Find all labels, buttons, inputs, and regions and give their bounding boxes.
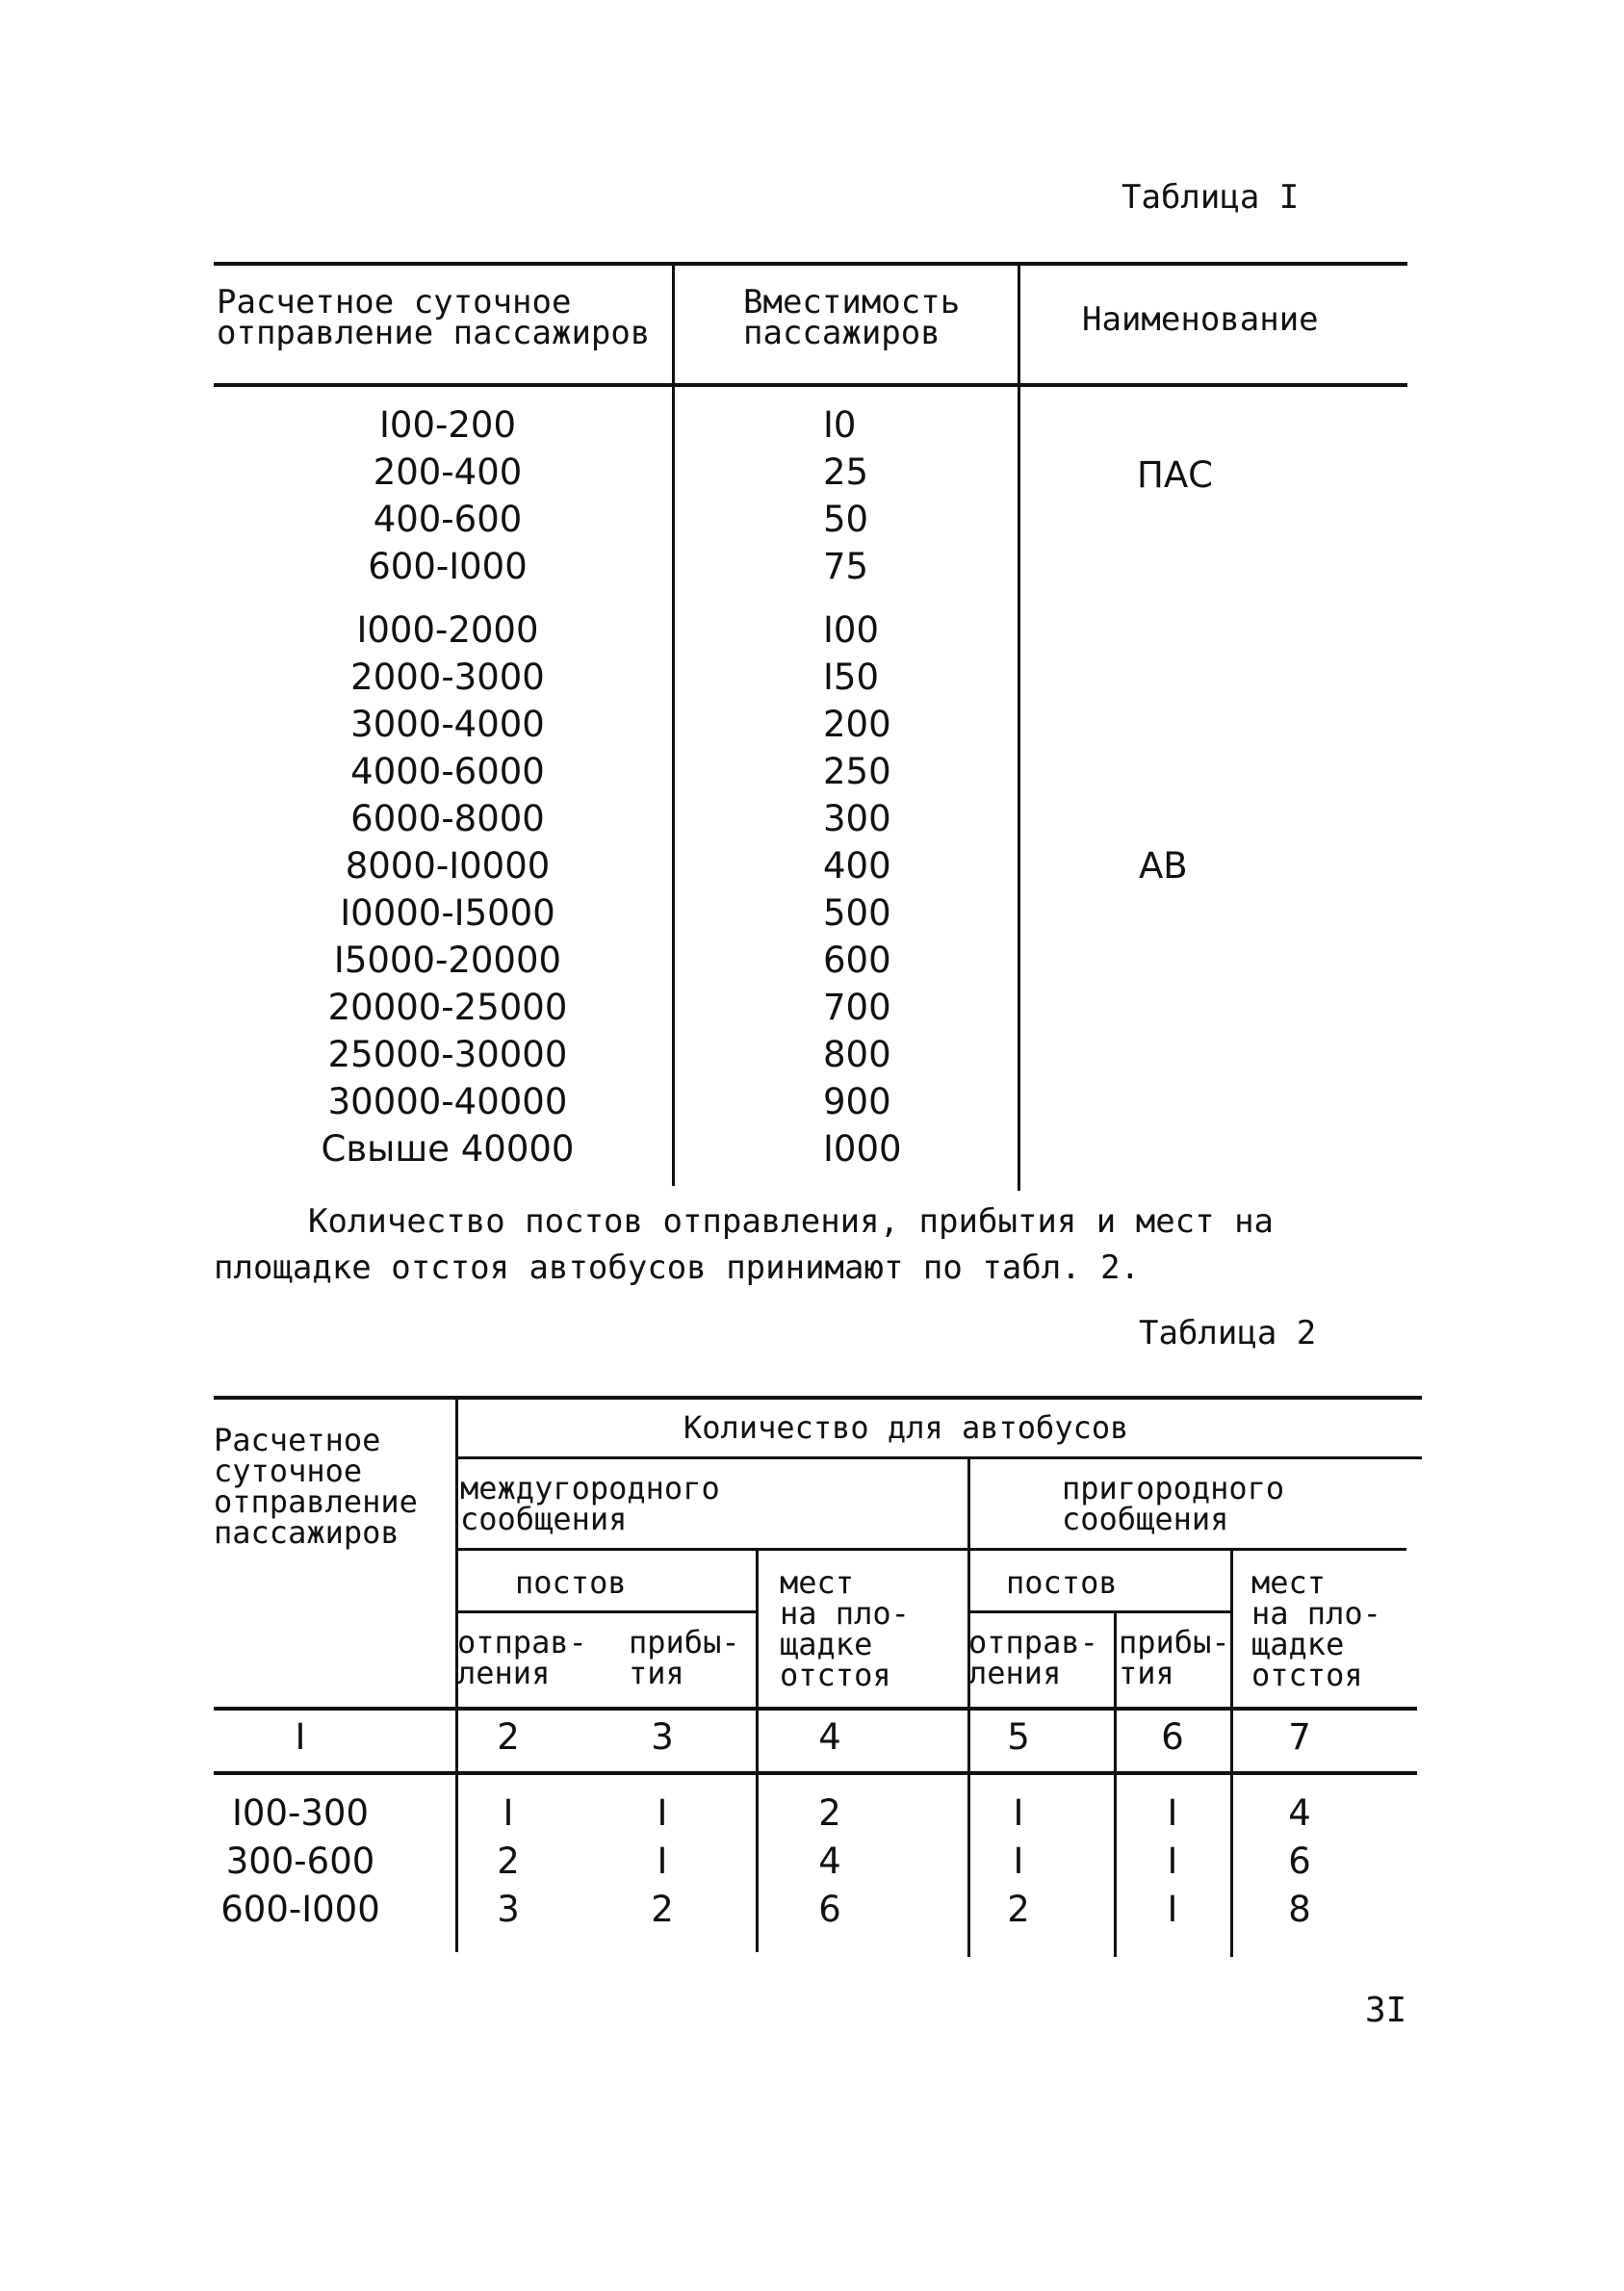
table2-cell-value: I (1167, 1792, 1178, 1834)
table1-cell-capacity: 900 (823, 1081, 891, 1122)
table2-cell-value: 2 (651, 1889, 674, 1930)
table2-column-number: 5 (1007, 1716, 1030, 1758)
table2-header-suburban: пригородного сообщения (1062, 1470, 1285, 1537)
table1-header-daily-departure: Расчетное суточное отправление пассажиров (217, 283, 651, 352)
table1-cell-departure: 400-600 (373, 499, 523, 540)
table1-cell-departure: 30000-40000 (327, 1081, 568, 1122)
table2-cell-value: 4 (1288, 1792, 1311, 1834)
table2-header-departure-suburban: отправ- ления (968, 1624, 1098, 1691)
table2-header-places-intercity: мест на пло- щадке отстоя (780, 1564, 910, 1693)
table2-column-number: 3 (651, 1716, 674, 1758)
table2-top-rule (214, 1396, 1422, 1400)
table1-group-av: АВ (1139, 845, 1188, 887)
table2-rule-top-group (455, 1456, 1422, 1459)
table2-cell-value: 2 (497, 1841, 520, 1882)
table1-cell-departure: 600-I000 (368, 546, 528, 587)
table2-header-daily-departure: Расчетное суточное отправление пассажиров (214, 1422, 418, 1551)
table2-header-arrival-suburban: прибы- тия (1119, 1624, 1230, 1691)
table1-cell-capacity: I00 (823, 609, 879, 651)
table2-cell-value: 2 (818, 1792, 841, 1834)
table2-cell-value: I (657, 1841, 668, 1882)
table2-cell-value: I (1167, 1889, 1178, 1930)
table1-header-rule (214, 383, 1407, 387)
table2-header-arrival-intercity: прибы- тия (629, 1624, 740, 1691)
table1-cell-capacity: 600 (823, 940, 891, 981)
table1-cell-departure: I00-200 (379, 404, 516, 446)
table2-column-number: 4 (818, 1716, 841, 1758)
table1-header-capacity: Вместимость пассажиров (743, 283, 961, 352)
table2-cell-value: I (1013, 1841, 1024, 1882)
table2-divider-col4 (967, 1456, 970, 1957)
table2-cell-value: I (1013, 1792, 1024, 1834)
table1-cell-departure: 8000-I0000 (345, 845, 551, 887)
table1-cell-departure: 20000-25000 (327, 987, 568, 1028)
table1-cell-capacity: 25 (823, 451, 869, 493)
table2-rule-header-bottom (214, 1707, 1417, 1711)
table2-header-intercity: междугородного сообщения (460, 1470, 720, 1537)
table1-cell-departure: 25000-30000 (327, 1034, 568, 1075)
table2-cell-value: 3 (497, 1889, 520, 1930)
table2-rule-posts-suburban (967, 1610, 1233, 1613)
table1-cell-departure: I5000-20000 (333, 940, 562, 981)
table2-divider-col3 (756, 1548, 759, 1952)
page-number: 3I (1365, 1991, 1407, 2030)
table2-header-places-suburban: мест на пло- щадке отстоя (1251, 1564, 1381, 1693)
table2-rule-numbers-bottom (214, 1771, 1417, 1775)
table2-cell-value: I (1167, 1841, 1178, 1882)
table2-caption: Таблица 2 (1139, 1314, 1317, 1352)
table1-cell-capacity: 200 (823, 704, 891, 745)
table1-cell-capacity: 250 (823, 751, 891, 792)
table1-cell-departure: 4000-6000 (350, 751, 545, 792)
table1-cell-departure: 3000-4000 (350, 704, 545, 745)
table2-header-posts-suburban: постов (1006, 1564, 1118, 1601)
table2-cell-departure: 600-I000 (220, 1889, 380, 1930)
table2-cell-departure: I00-300 (232, 1792, 369, 1834)
table1-cell-capacity: 50 (823, 499, 869, 540)
table2-cell-value: I (503, 1792, 514, 1834)
table2-header-quantity: Количество для автобусов (683, 1409, 1129, 1446)
table2-rule-posts-intercity (455, 1610, 756, 1613)
body-paragraph: Количество постов отправления, прибытия и мест на площадке отстоя автобусов принимают по табл. 2. (214, 1202, 1275, 1287)
table2-column-number: I (295, 1716, 306, 1758)
table1-cell-capacity: 800 (823, 1034, 891, 1075)
table1-cell-capacity: 75 (823, 546, 869, 587)
table2-column-number: 2 (497, 1716, 520, 1758)
table2-header-departure-intercity: отправ- ления (457, 1624, 587, 1691)
table1-cell-capacity: 700 (823, 987, 891, 1028)
table1-cell-departure: I0000-I5000 (340, 892, 555, 934)
table1-cell-capacity: 500 (823, 892, 891, 934)
table2-cell-value: 2 (1007, 1889, 1030, 1930)
table1-cell-departure: 200-400 (373, 451, 523, 493)
table1-cell-capacity: 400 (823, 845, 891, 887)
table2-cell-value: 4 (818, 1841, 841, 1882)
table1-cell-capacity: I50 (823, 656, 879, 698)
table1-cell-capacity: I000 (823, 1128, 902, 1170)
table1-group-pas: ПАС (1137, 454, 1213, 496)
table1-cell-departure: 6000-8000 (350, 798, 545, 839)
table2-cell-value: I (657, 1792, 668, 1834)
table2-rule-subgroup (455, 1548, 1406, 1551)
table2-cell-value: 8 (1288, 1889, 1311, 1930)
table2-cell-value: 6 (1288, 1841, 1311, 1882)
table2-divider-col6 (1230, 1548, 1233, 1957)
table2-header-posts-intercity: постов (515, 1564, 627, 1601)
table1-header-name: Наименование (1082, 300, 1319, 339)
table1-caption: Таблица I (1121, 178, 1300, 217)
table1-cell-departure: 2000-3000 (350, 656, 545, 698)
table2-cell-value: 6 (818, 1889, 841, 1930)
table2-cell-departure: 300-600 (225, 1841, 375, 1882)
table1-cell-capacity: I0 (823, 404, 857, 446)
table1-cell-capacity: 300 (823, 798, 891, 839)
table1-top-rule (214, 262, 1407, 266)
table1-cell-departure: Свыше 40000 (321, 1128, 575, 1170)
table1-cell-departure: I000-2000 (356, 609, 539, 651)
table2-column-number: 6 (1161, 1716, 1184, 1758)
table2-column-number: 7 (1288, 1716, 1311, 1758)
